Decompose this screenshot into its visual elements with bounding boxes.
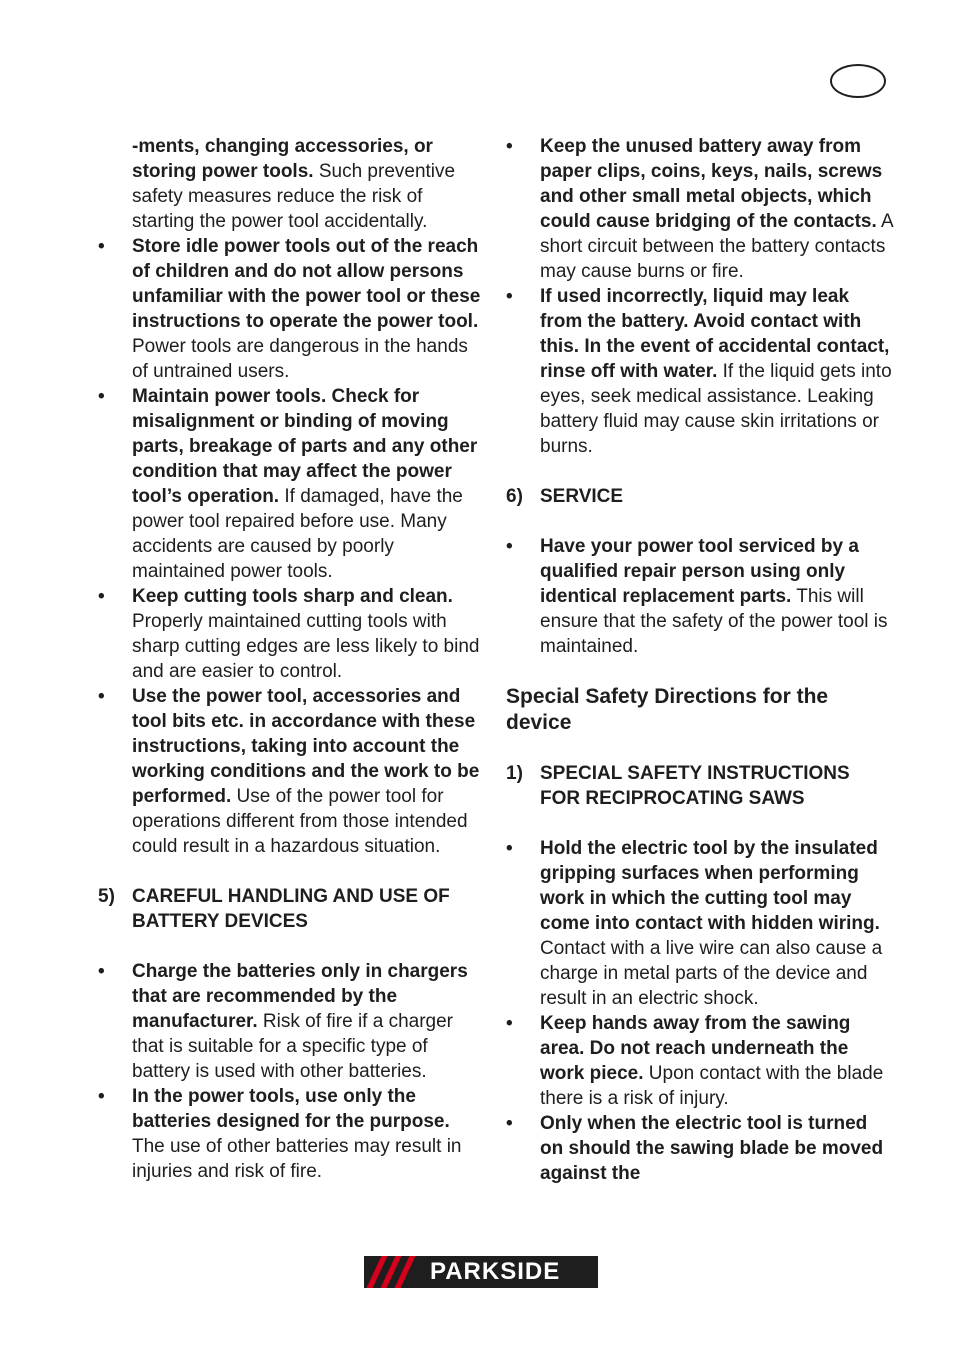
list-item — [506, 1011, 894, 1111]
item-bold-text: Charge the batteries only in chargers that are recommended by the manufacturer. — [132, 961, 468, 1032]
list-item — [98, 134, 484, 234]
bullet: • — [98, 1086, 105, 1107]
item-bold-text: Only when the electric tool is turned on should the sawing blade be moved against the — [540, 1113, 884, 1184]
item-text: Use of the power tool for operations different from those intended could result in a hazardous situation. — [132, 786, 468, 857]
bullet: • — [506, 286, 513, 307]
item-bold-text: Keep hands away from the sawing area. Do not reach underneath the work piece. — [540, 1013, 851, 1084]
section-heading — [506, 484, 894, 509]
item-bold-text: Keep the unused battery away from paper clips, coins, keys, nails, screws and other small metal objects, which could cause bridging of the contacts. — [540, 136, 883, 232]
item-bold-text: Hold the electric tool by the insulated gripping surfaces when performing work in which the cutting tool may come into contact with hidden wiring. — [540, 838, 880, 934]
item-bold-text: Maintain power tools. Check for misalignment or binding of moving parts, breakage of parts and any other condition that may affect the power tool’s operation. — [132, 386, 478, 507]
item-bold-text: Store idle power tools out of the reach of children and do not allow persons unfamiliar with the power tool or these instructions to operate the power tool. — [132, 236, 481, 332]
subsection-heading: Special Safety Directions for the device — [506, 685, 829, 734]
item-text: Power tools are dangerous in the hands of untrained users. — [132, 336, 468, 382]
list-item — [506, 1111, 894, 1186]
section-heading — [506, 761, 894, 811]
bullet: • — [98, 236, 105, 257]
list-item — [98, 384, 484, 584]
item-text: This will ensure that the safety of the power tool is maintained. — [540, 586, 888, 657]
list-item — [506, 284, 894, 459]
list-item — [98, 1084, 484, 1184]
list-item — [506, 836, 894, 1011]
section-number: 1) — [506, 763, 523, 784]
item-bold-text: If used incorrectly, liquid may leak from the battery. Avoid contact with this. In the event of accidental contact, rinse off with water. — [540, 286, 890, 382]
section-heading — [98, 884, 484, 934]
bullet: • — [98, 686, 105, 707]
item-text: Contact with a live wire can also cause a charge in metal parts of the device and result in an electric shock. — [540, 938, 883, 1009]
item-text: Risk of fire if a charger that is suitable for a specific type of battery is used with other batteries. — [132, 1011, 453, 1082]
item-text: If the liquid gets into eyes, seek medical assistance. Leaking battery fluid may cause skin irritations or burns. — [540, 361, 892, 457]
section-title: SERVICE — [540, 486, 624, 507]
bullet: • — [506, 136, 513, 157]
list-item — [506, 534, 894, 659]
item-bold-text: In the power tools, use only the batteries designed for the purpose. — [132, 1086, 450, 1132]
list-item — [506, 134, 894, 284]
item-text: Properly maintained cutting tools with sharp cutting edges are less likely to bind and are easier to control. — [132, 611, 480, 682]
list-item — [98, 234, 484, 384]
bullet: • — [98, 386, 105, 407]
section-title: CAREFUL HANDLING AND USE OF BATTERY DEVICES — [132, 886, 450, 932]
language-oval-mark — [830, 64, 886, 98]
section-number: 5) — [98, 886, 115, 907]
item-text: Such preventive safety measures reduce the risk of starting the power tool accidentally. — [132, 161, 456, 232]
item-text: A short circuit between the battery contacts may cause burns or fire. — [540, 211, 893, 282]
list-item — [98, 584, 484, 684]
bullet: • — [506, 838, 513, 859]
item-text: If damaged, have the power tool repaired before use. Many accidents are caused by poorly maintained power tools. — [132, 486, 463, 582]
item-text: Upon contact with the blade there is a risk of injury. — [540, 1063, 884, 1109]
left-column — [98, 134, 484, 1184]
logo-text: PARKSIDE — [430, 1258, 561, 1285]
item-bold-text: -ments, changing accessories, or storing power tools. — [132, 136, 433, 182]
bullet: • — [506, 536, 513, 557]
logo-stripes-icon — [364, 1256, 426, 1288]
bullet: • — [98, 961, 105, 982]
item-text: The use of other batteries may result in injuries and risk of fire. — [132, 1136, 462, 1182]
item-bold-text: Keep cutting tools sharp and clean. — [132, 586, 453, 607]
item-bold-text: Use the power tool, accessories and tool bits etc. in accordance with these instructions, taking into account the working conditions and the work to be performed. — [132, 686, 480, 807]
right-column — [506, 134, 894, 1186]
section-title: SPECIAL SAFETY INSTRUCTIONS FOR RECIPROCATING SAWS — [540, 763, 850, 809]
bullet: • — [98, 586, 105, 607]
parkside-logo — [364, 1256, 598, 1288]
list-item — [98, 959, 484, 1084]
item-bold-text: Have your power tool serviced by a qualified repair person using only identical replacement parts. — [540, 536, 859, 607]
list-item — [98, 684, 484, 859]
section-number: 6) — [506, 486, 523, 507]
bullet: • — [506, 1113, 513, 1134]
bullet: • — [506, 1013, 513, 1034]
